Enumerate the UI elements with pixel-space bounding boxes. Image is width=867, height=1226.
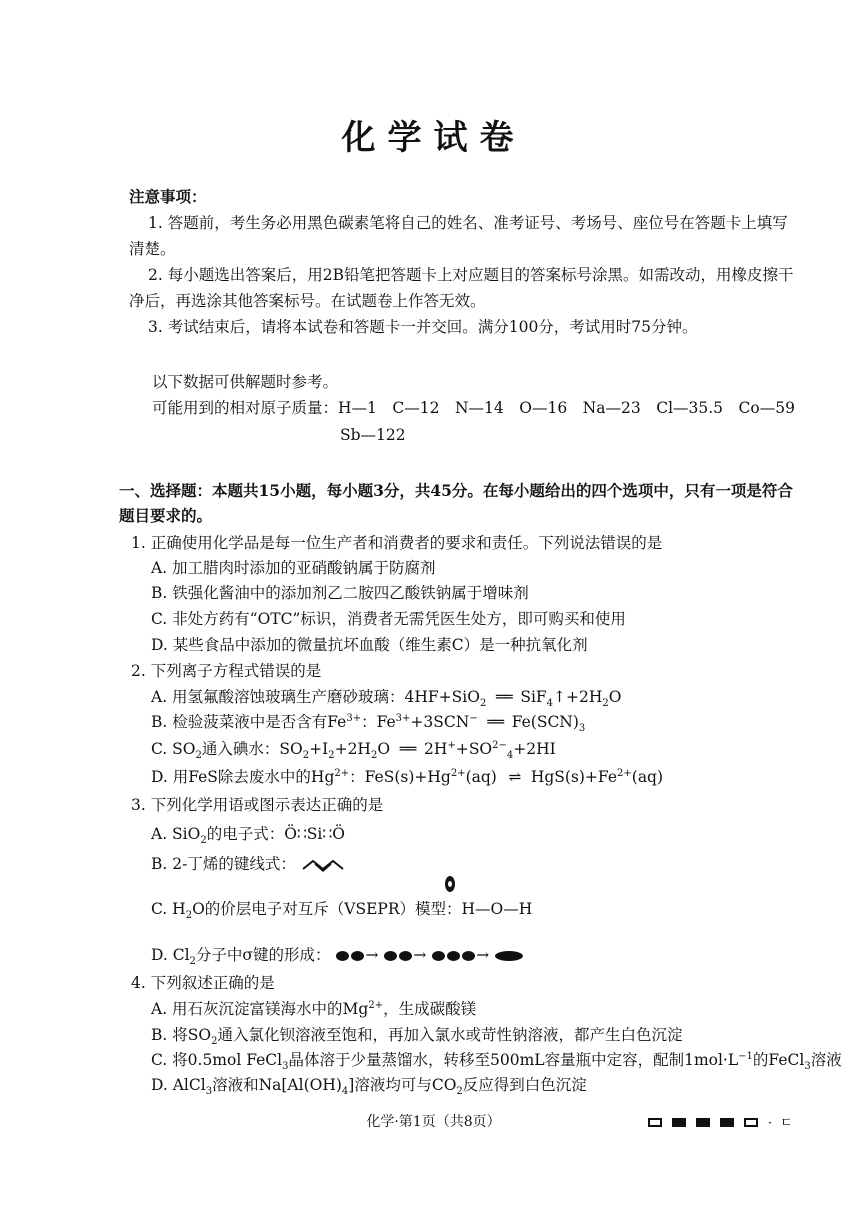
notice-item-1-cont: 清楚。 <box>129 240 176 258</box>
notice-heading: 注意事项： <box>129 187 207 206</box>
equals-sign-icon: ══ <box>495 688 511 706</box>
question-2-option-c: C. $SO_2$通入碘水：$SO_2+I_2+2H_2O$ ══ $2H^++SO^{2-}_4+2HI$ <box>151 739 556 762</box>
question-2-option-d: D. 用FeS除去废水中的$Hg^{2+}$：$FeS(s)+Hg^{2+}(aq)$ ⇌ $HgS(s)+Fe^{2+}(aq)$ <box>151 767 664 786</box>
reference-intro: 以下数据可供解题时参考。 <box>152 373 339 391</box>
section-heading: 一、选择题：本题共15小题，每小题3分，共45分。在每小题给出的四个选项中，只有一项是符合 <box>119 481 793 500</box>
question-1-option-a: A. 加工腊肉时添加的亚硝酸钠属于防腐剂 <box>151 559 436 577</box>
question-1-stem: 1. 正确使用化学品是每一位生产者和消费者的要求和责任。下列说法错误的是 <box>131 534 663 552</box>
question-2-stem: 2. 下列离子方程式错误的是 <box>131 662 322 680</box>
lone-pair-lobes-icon <box>438 875 462 905</box>
question-4-option-b: B. 将$SO_2$通入氯化钡溶液至饱和，再加入氯水或苛性钠溶液，都产生白色沉淀 <box>151 1026 683 1048</box>
question-3-stem: 3. 下列化学用语或图示表达正确的是 <box>131 796 384 814</box>
question-1-option-b: B. 铁强化酱油中的添加剂乙二胺四乙酸铁钠属于增味剂 <box>151 584 529 602</box>
question-3-option-a: A. SiO$_2$的电子式：Ö∷Si∷Ö <box>151 825 345 847</box>
question-4-option-a: A. 用石灰沉淀富镁海水中的$Mg^{2+}$，生成碳酸镁 <box>151 999 477 1018</box>
atomic-masses: 可能用到的相对原子质量：H—1 C—12 N—14 O—16 Na—23 Cl—35.5 Co—59 <box>152 399 795 417</box>
orbital-overlap-diagram-icon: → → → <box>335 946 524 964</box>
notice-item-2-cont: 净后，再选涂其他答案标号。在试题卷上作答无效。 <box>129 292 486 310</box>
equals-sign-icon: ══ <box>487 713 503 731</box>
question-3-option-c: C. $H_2O$的价层电子对互斥（VSEPR）模型：H—O—H <box>151 900 533 922</box>
question-1-option-d: D. 某些食品中添加的微量抗坏血酸（维生素C）是一种抗氧化剂 <box>151 636 588 654</box>
equals-sign-icon: ══ <box>399 740 415 758</box>
page-footer: 化学·第1页（共8页） <box>366 1114 501 1130</box>
page-title: 化学试卷 <box>341 118 526 158</box>
atomic-masses-cont: Sb—122 <box>340 426 406 444</box>
question-2-option-b: B. 检验菠菜液中是否含有$Fe^{3+}$：$Fe^{3+}+3SCN^-$ ══ $Fe(SCN)_3$ <box>151 712 586 735</box>
scan-marker-icon: · ㄷ <box>648 1112 793 1131</box>
notice-item-2: 2. 每小题选出答案后，用2B铅笔把答题卡上对应题目的答案标号涂黑。如需改动，用橡皮擦干 <box>148 266 794 284</box>
section-heading-cont: 题目要求的。 <box>119 506 213 525</box>
notice-item-1: 1. 答题前，考生务必用黑色碳素笔将自己的姓名、准考证号、考场号、座位号在答题卡上填写 <box>148 214 788 232</box>
question-4-option-d: D. AlCl$_3$溶液和$Na[Al(OH)_4]$溶液均可与$CO_2$反应得到白色沉淀 <box>151 1076 587 1098</box>
question-1-option-c: C. 非处方药有“OTC”标识，消费者无需凭医生处方，即可购买和使用 <box>151 610 626 628</box>
question-4-option-c: C. 将0.5mol FeCl$_3$晶体溶于少量蒸馏水，转移至500mL容量瓶中定容，配制$1mol\cdot L^{-1}$的FeCl$_3$溶液 <box>151 1050 842 1073</box>
question-3-option-d: D. $Cl_2$分子中σ键的形成： → → → <box>151 944 524 966</box>
question-3-option-b: B. 2-丁烯的键线式： <box>151 853 345 875</box>
bond-line-structure-icon <box>301 857 345 873</box>
equilibrium-arrow-icon: ⇌ <box>508 768 520 786</box>
question-2-option-a: A. 用氢氟酸溶蚀玻璃生产磨砂玻璃：4HF+SiO$_2$ ══ $SiF_4↑+2H_2O$ <box>151 688 622 710</box>
question-4-stem: 4. 下列叙述正确的是 <box>131 974 275 992</box>
notice-item-3: 3. 考试结束后，请将本试卷和答题卡一并交回。满分100分，考试用时75分钟。 <box>148 318 698 336</box>
